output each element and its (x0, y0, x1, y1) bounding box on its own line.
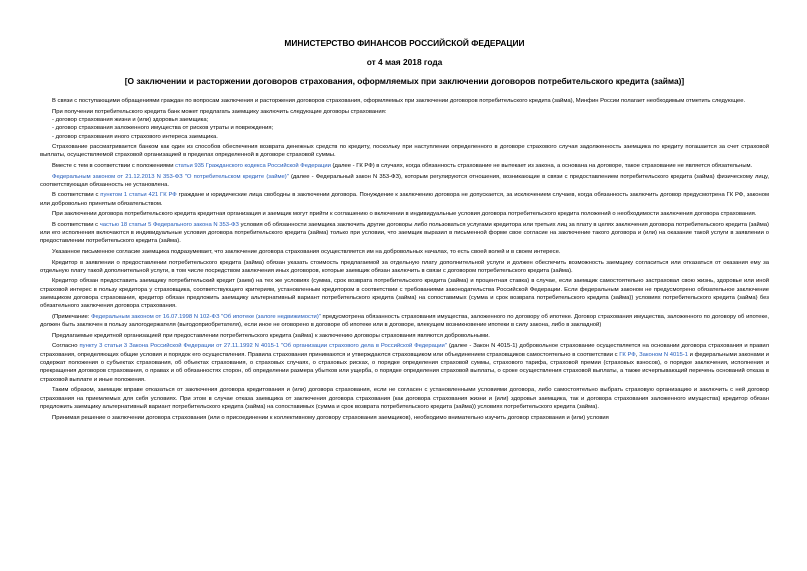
paragraph-text: и федеральными законами и содержат положения о субъектах страхования, об объектах страхования, о страховых случаях, о страховых рисках, о порядке определения страховой суммы, страхового тарифа, страховой премии (страховых взносов), о порядке заключения, исполнения и прекращения договоров страхования, о правах и об обязанностях сторон, об определении размера убытков или ущерба, о порядке определения страховой выплаты, о сроке осуществления страховой выплаты, а также исчерпывающий перечень оснований отказа в страховой выплате и иные положения. (40, 351, 770, 383)
paragraph-text: условия об обязанности заемщика заключить другие договоры либо пользоваться услугами кредитора или третьих лиц за плату в целях заключения договора потребительского кредита (займа) или его исполнения включаются в индивидуальные условия договора потребительского кредита (займа) только при условии, что заемщик выразил в письменной форме свое согласие на заключение такого договора и (или) на оказание такой услуги в заявлении о предоставлении потребительского кредита (займа). (40, 221, 769, 245)
paragraph-text: Вместе с тем в соответствии с положениями (52, 162, 176, 169)
paragraph: В связи с поступающими обращениями граждан по вопросам заключения и расторжения договоров страхования, оформляемых при заключении договоров потребительского кредита (займа), Минфин России полагает необходимым отметить следующее. (52, 98, 746, 104)
document-title: МИНИСТЕРСТВО ФИНАНСОВ РОССИЙСКОЙ ФЕДЕРАЦИИ (284, 38, 525, 48)
paragraph-text: предусмотрена обязанность страхования имущества, заложенного по договору об ипотеке. Договор страхования имущества, заложенного по договору об ипотеке, должен быть заключен в пользу залогодержателя (выгодоприобретателя), если иное не оговорено в договоре об ипотеке или в договоре, влекущем возникновение ипотеки в силу закона, либо в закладной) (40, 313, 769, 329)
link-law-4015-1-art-3[interactable]: пункту 3 статьи 3 Закона Российской Федерации от 27.11.1992 N 4015-1 "Об организации страхового дела в Российской Федерации" (79, 343, 447, 350)
paragraph-text: (далее - Федеральный закон N 353-ФЗ), которым регулируются отношения, возникающие в связи с предоставлением потребительского кредита (займа) физическому лицу, соответствующая обязанность не установлена. (40, 173, 770, 188)
paragraph: При заключении договора потребительского кредита кредитная организация и заемщик могут прийти к соглашению о включении в индивидуальные условия договора потребительского кредита положений о необходимости заключения договора страхования. (52, 211, 757, 218)
link-civil-code-art-421[interactable]: пунктом 1 статьи 421 ГК РФ (100, 192, 177, 199)
link-federal-law-353[interactable]: Федеральным законом от 21.12.2013 N 353-ФЗ "О потребительском кредите (займе)" (52, 173, 289, 180)
link-civil-code-art-935[interactable]: статьи 935 Гражданского кодекса Российской Федерации (175, 162, 331, 169)
paragraph (40, 313, 769, 330)
paragraph: Таким образом, заемщик вправе отказаться от заключения договора кредитования и (или) договора страхования, если не согласен с установленными условиями договора, либо самостоятельно выбрать страховую организацию и заключить с ней договор страхования на приемлемых для себя условиях. При этом в случае отказа заемщика от заключения договора страхования (как договора страхования жизни и (или) здоровья заемщика, так и договора страхования заложенного имущества) кредитор обязан предложить заемщику альтернативный вариант потребительского кредита (займа) на сопоставимых (сумма и срок возврата потребительского кредита (займа)) условиях потребительского кредита (займа). (40, 387, 769, 410)
paragraph (40, 342, 769, 384)
paragraph: Страхование рассматривается банком как один из способов обеспечения возврата денежных средств по кредиту, поскольку при наступлении определенного в договоре страхового случая задолженность заемщика по кредиту погашается за счет страховой выплаты, осуществляемой страховой организацией в пределах определенной в договоре страховой суммы. (40, 144, 769, 159)
document-subject: [О заключении и расторжении договоров страхования, оформляемых при заключении договоров потребительского кредита (займа)] (124, 76, 685, 86)
paragraph-text: В соответствии с (52, 192, 101, 199)
paragraph-text: Согласно (52, 343, 80, 350)
paragraph: Указанное письменное согласие заемщика подразумевает, что заключение договора страхования осуществляется им на добровольных началах, то есть своей волей и в своем интересе. (52, 249, 561, 255)
paragraph (40, 162, 769, 170)
list-item: - договор страхования заложенного имущества от рисков утраты и повреждения; (52, 125, 274, 132)
paragraph (40, 191, 769, 208)
list-item: - договор страхования иного страхового интереса заемщика. (52, 133, 218, 140)
list-item: - договор страхования жизни и (или) здоровья заемщика; (52, 116, 209, 123)
link-law-4015-1[interactable]: Законом N 4015-1 (639, 351, 688, 358)
document-date: от 4 мая 2018 года (366, 57, 443, 67)
link-federal-law-102[interactable]: Федеральным законом от 16.07.1998 N 102-ФЗ "Об ипотеке (залоге недвижимости)" (91, 313, 321, 320)
paragraph (40, 173, 769, 190)
link-civil-code[interactable]: ГК РФ (619, 351, 636, 358)
paragraph: Кредитор обязан предоставить заемщику потребительский кредит (заем) на тех же условиях (сумма, срок возврата потребительского кредита (займа) и процентная ставка) в случае, если заемщик самостоятельно застраховал свою жизнь, здоровье или иной страховой интерес в пользу кредитора у страховщика, соответствующего критериям, установленным кредитором в соответствии с требованиями законодательства Российской Федерации. Если федеральным законом не предусмотрено обязательное заключение заемщиком договора страхования, кредитор обязан предложить заемщику альтернативный вариант потребительского кредита (займа) на сопоставимых (сумма и срок возврата потребительского кредита (займа)) условиях потребительского кредита (займа) без обязательного заключения договора страхования. (40, 278, 769, 310)
paragraph: Предлагаемые кредитной организацией при предоставлении потребительского кредита (займа) к заключению договоры страхования являются добровольными. (52, 332, 490, 339)
paragraph-text: (далее - ГК РФ) в случаях, когда обязанность страхование не вытекает из закона, а основана на договоре, такое страхование не является обязательным. (330, 162, 753, 169)
paragraph: При получении потребительского кредита банк может предлагать заемщику заключить следующие договоры страхования: (52, 108, 387, 115)
paragraph-text: , (635, 351, 640, 358)
paragraph: Принимая решение о заключении договора страхования (или о присоединении к коллективному договору страхования заемщиков), необходимо внимательно изучить договор страхования и (или) условия (52, 414, 609, 421)
paragraph: Кредитор в заявлении о предоставлении потребительского кредита (займа) обязан указать стоимость предлагаемой за отдельную плату дополнительной услуги и должен обеспечить возможность заемщику согласиться или отказаться от оказания ему за отдельную плату такой дополнительной услуги, в том числе посредством заключения иных договоров, которые заемщик обязан заключить в связи с договором потребительского кредита (займа). (40, 259, 769, 274)
link-law-353-art-5[interactable]: частью 18 статьи 5 Федерального закона N 353-ФЗ (99, 221, 239, 228)
paragraph-text: (Примечание: (52, 313, 92, 320)
paragraph-text: граждане и юридические лица свободны в заключении договора. Понуждение к заключению договора не допускается, за исключением случаев, когда обязанность заключить договор предусмотрена ГК РФ, законом или добровольно принятым обязательством. (40, 192, 770, 207)
paragraph-text: В соответствии с (52, 221, 100, 228)
paragraph-text: (далее - Закон N 4015-1) добровольное страхование осуществляется на основании договора страхования и правил страхования, определяющих общие условия и порядок его осуществления. Правила страхования принимаются и утверждаются страховщиком или объединением страховщиков самостоятельно в соответствии с (40, 343, 770, 358)
document-body (40, 97, 769, 422)
paragraph (40, 221, 769, 246)
